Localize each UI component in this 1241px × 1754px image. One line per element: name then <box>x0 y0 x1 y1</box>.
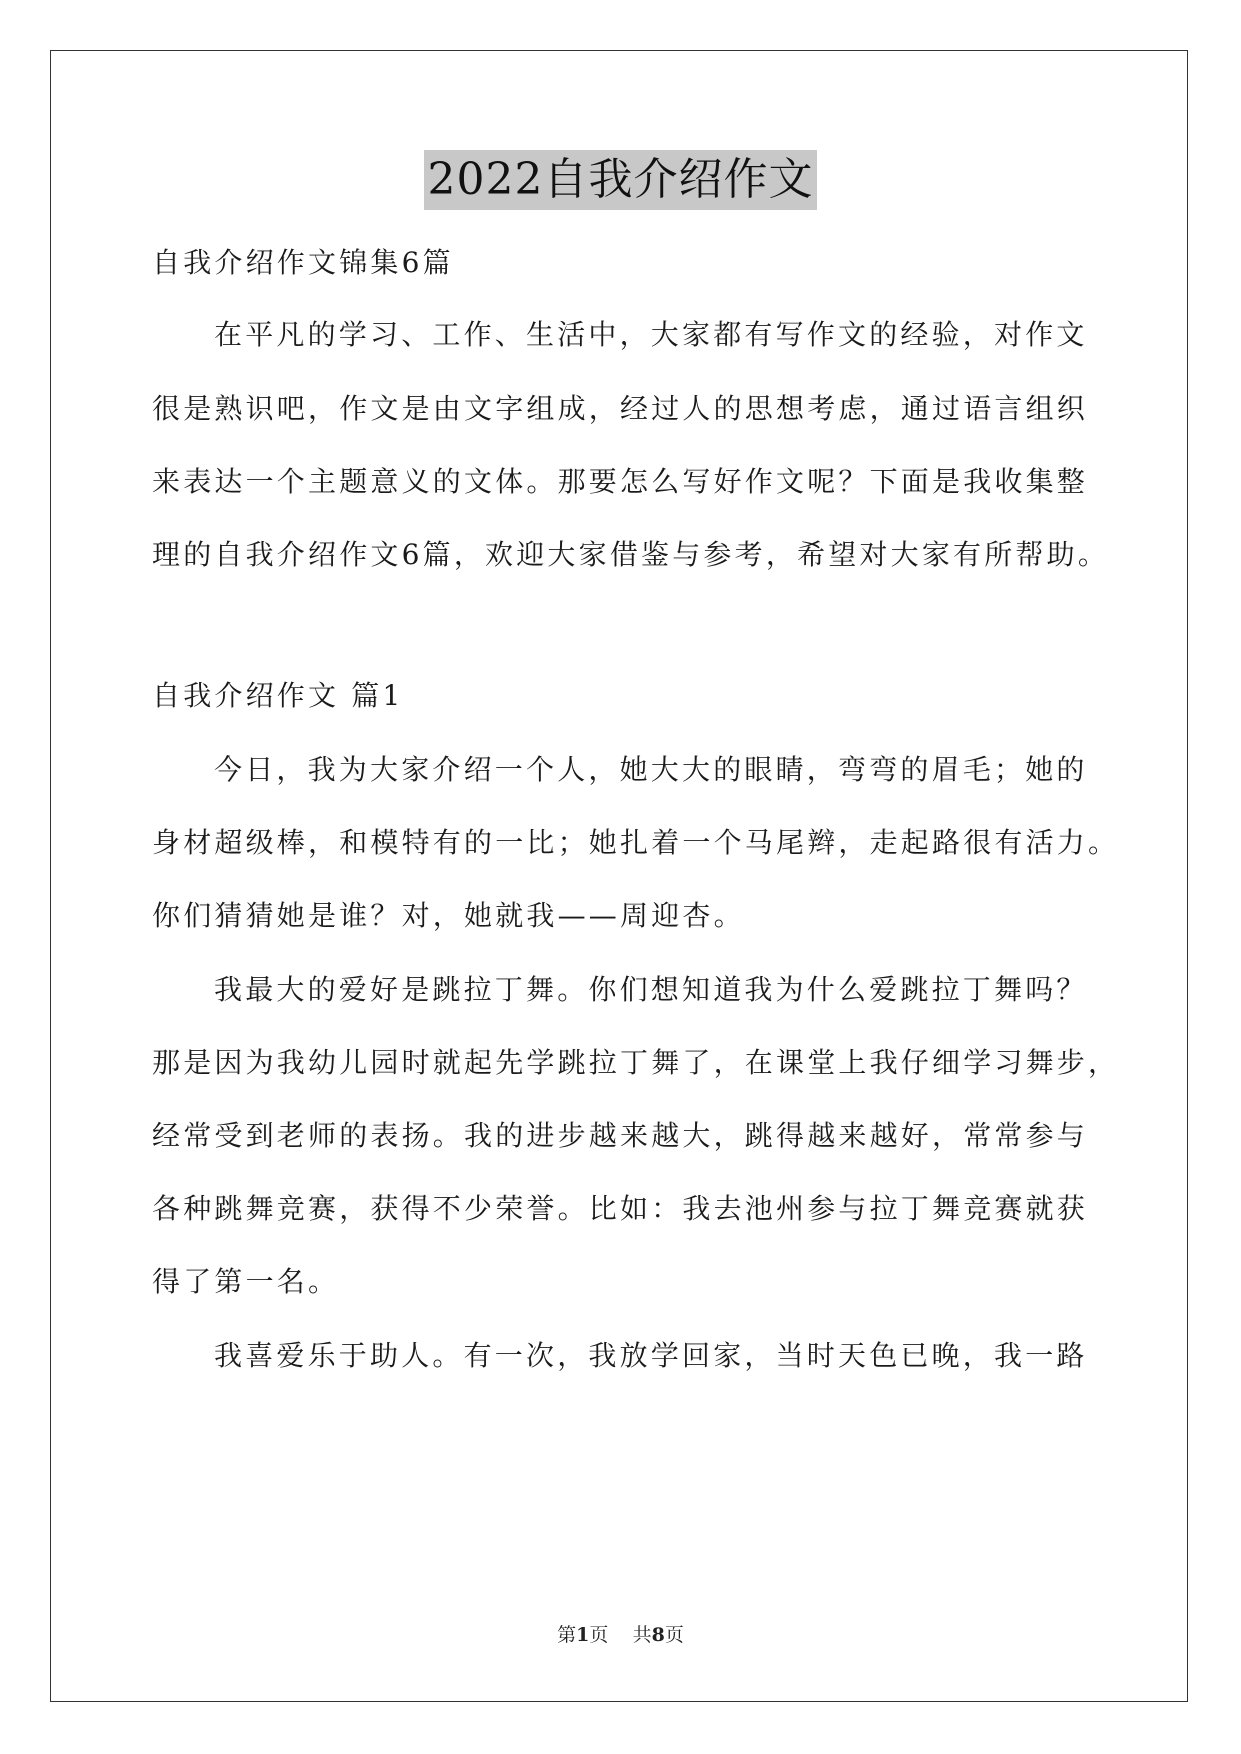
document-title <box>0 150 1241 210</box>
paragraph3-line: 我喜爱乐于助人。有一次，我放学回家，当时天色已晚，我一路 <box>214 1339 1088 1372</box>
page-suffix: 页 <box>589 1624 609 1646</box>
intro-line: 来表达一个主题意义的文体。那要怎么写好作文呢？下面是我收集整 <box>152 465 1089 498</box>
section-heading: 自我介绍作文 篇1 <box>152 679 404 712</box>
paragraph2-line: 我最大的爱好是跳拉丁舞。你们想知道我为什么爱跳拉丁舞吗？ <box>214 973 1088 1006</box>
total-suffix: 页 <box>664 1624 684 1646</box>
paragraph2-line: 得了第一名。 <box>152 1265 340 1298</box>
paragraph2-line: 那是因为我幼儿园时就起先学跳拉丁舞了，在课堂上我仔细学习舞步， <box>152 1046 1120 1079</box>
page-number: 1 <box>576 1624 590 1646</box>
total-prefix: 共 <box>632 1624 652 1646</box>
document-title-text: 2022自我介绍作文 <box>424 150 818 210</box>
page-prefix: 第 <box>557 1624 577 1646</box>
intro-line: 在平凡的学习、工作、生活中，大家都有写作文的经验，对作文 <box>214 318 1088 351</box>
paragraph1-line: 你们猜猜她是谁？对，她就我——周迎杏。 <box>152 899 745 932</box>
page-frame <box>50 50 1188 1702</box>
intro-line: 很是熟识吧，作文是由文字组成，经过人的思想考虑，通过语言组织 <box>152 392 1089 425</box>
paragraph2-line: 经常受到老师的表扬。我的进步越来越大，跳得越来越好，常常参与 <box>152 1119 1089 1152</box>
page-footer <box>0 1620 1241 1647</box>
document-subtitle: 自我介绍作文锦集6篇 <box>152 246 454 279</box>
total-pages: 8 <box>651 1624 665 1646</box>
paragraph1-line: 身材超级棒，和模特有的一比；她扎着一个马尾辫，走起路很有活力。 <box>152 826 1120 859</box>
paragraph2-line: 各种跳舞竞赛，获得不少荣誉。比如：我去池州参与拉丁舞竞赛就获 <box>152 1192 1089 1225</box>
paragraph1-line: 今日，我为大家介绍一个人，她大大的眼睛，弯弯的眉毛；她的 <box>214 753 1088 786</box>
intro-line: 理的自我介绍作文6篇，欢迎大家借鉴与参考，希望对大家有所帮助。 <box>152 538 1110 571</box>
